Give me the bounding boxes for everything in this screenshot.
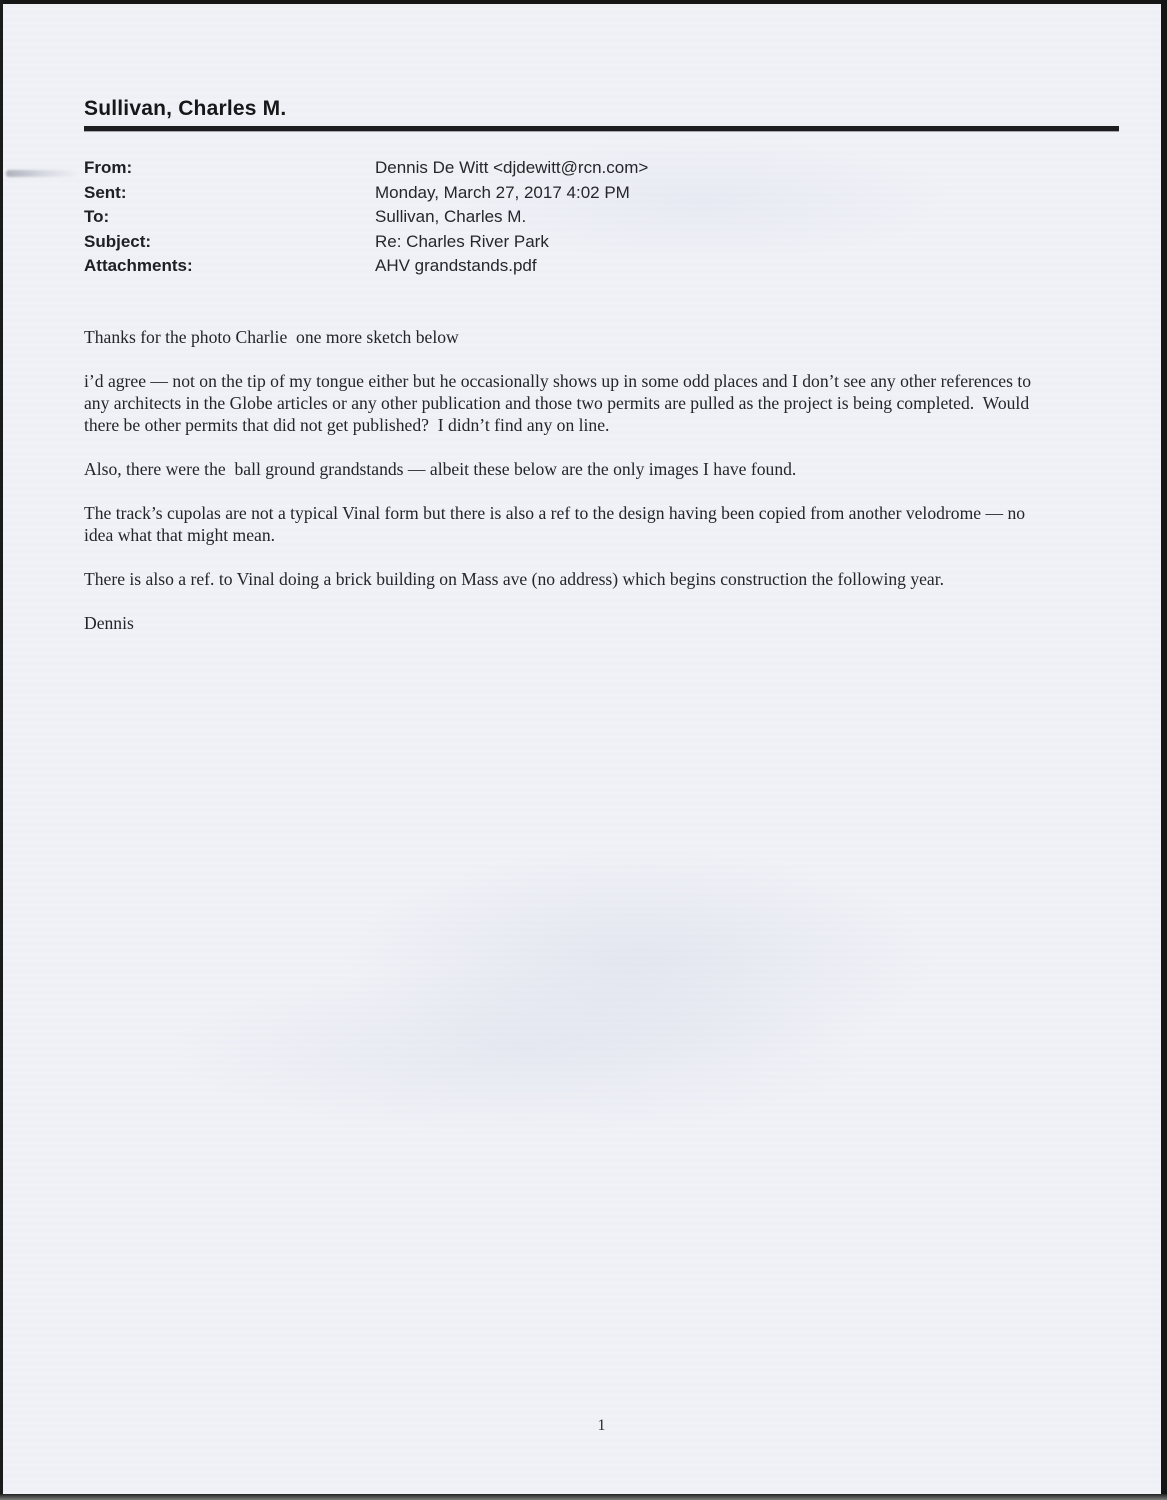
body-line: any architects in the Globe articles or any other publication and those two permits are pulled as the project is being completed. Would bbox=[84, 393, 1030, 413]
meta-row-to bbox=[84, 205, 1119, 230]
scan-border-right bbox=[1161, 0, 1167, 1500]
meta-label-subject: Subject: bbox=[84, 231, 152, 251]
paragraph-signature bbox=[84, 612, 1124, 634]
paragraph-brick-building bbox=[84, 568, 1124, 590]
meta-value-to: Sullivan, Charles M. bbox=[375, 207, 527, 226]
meta-row-sent bbox=[84, 181, 1119, 206]
scan-border-bottom bbox=[0, 1494, 1167, 1500]
meta-value-sent: Monday, March 27, 2017 4:02 PM bbox=[375, 182, 630, 202]
meta-value-subject: Re: Charles River Park bbox=[375, 231, 549, 251]
scan-smudge-artifact bbox=[6, 170, 78, 177]
meta-value-from: Dennis De Witt <djdewitt@rcn.com> bbox=[375, 158, 649, 177]
meta-label-attachments: Attachments: bbox=[84, 256, 193, 275]
email-body bbox=[84, 326, 1124, 656]
body-line: Dennis bbox=[84, 613, 134, 633]
scan-border-top bbox=[0, 0, 1167, 4]
meta-label-to: To: bbox=[84, 207, 110, 226]
recipient-name-heading: Sullivan, Charles M. bbox=[84, 97, 287, 120]
email-metadata bbox=[84, 156, 1119, 279]
meta-label-sent: Sent: bbox=[84, 182, 127, 202]
meta-value-attachments: AHV grandstands.pdf bbox=[375, 256, 537, 275]
paragraph-agree bbox=[84, 370, 1124, 436]
header-rule bbox=[84, 126, 1119, 131]
meta-row-attachments bbox=[84, 254, 1119, 279]
body-line: Also, there were the ball ground grandstands — albeit these below are the only images I have found. bbox=[84, 459, 797, 479]
paragraph-greeting bbox=[84, 326, 1124, 348]
body-line: i’d agree — not on the tip of my tongue either but he occasionally shows up in some odd places and I don’t see any other references to bbox=[84, 371, 1032, 391]
page-number: 1 bbox=[597, 1417, 606, 1434]
body-line: Thanks for the photo Charlie one more sketch below bbox=[84, 327, 459, 347]
paragraph-cupolas bbox=[84, 502, 1124, 546]
meta-row-from bbox=[84, 156, 1119, 181]
body-line: The track’s cupolas are not a typical Vinal form but there is also a ref to the design having been copied from another velodrome — no bbox=[84, 503, 1026, 523]
body-line: idea what that might mean. bbox=[84, 525, 276, 545]
meta-label-from: From: bbox=[84, 158, 133, 177]
scan-border-left bbox=[0, 0, 3, 1500]
paragraph-grandstands bbox=[84, 458, 1124, 480]
meta-row-subject bbox=[84, 230, 1119, 255]
body-line: There is also a ref. to Vinal doing a brick building on Mass ave (no address) which begins construction the following year. bbox=[84, 569, 945, 589]
body-line: there be other permits that did not get published? I didn’t find any on line. bbox=[84, 415, 610, 435]
